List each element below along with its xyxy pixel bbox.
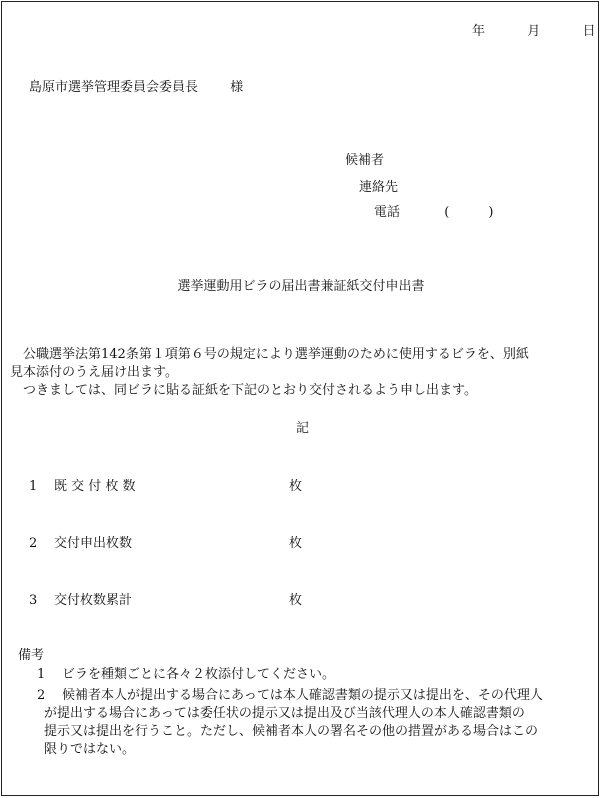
item-1-unit: 枚 <box>289 479 303 494</box>
item-1-label: 既 交 付 枚 数 <box>54 479 136 494</box>
ki-heading: 記 <box>296 421 310 436</box>
date-month: 月 <box>527 24 541 39</box>
phone-label: 電話 <box>374 205 401 220</box>
item-2-label: 交付申出枚数 <box>54 536 133 551</box>
note-2-line-3: 提示又は提出を行うこと。ただし、候補者本人の署名その他の措置がある場合はこの <box>44 724 539 739</box>
note-2-line-4: 限りではない。 <box>44 742 136 757</box>
note-2-line-1: 候補者本人が提出する場合にあっては本人確認書類の提示又は提出を、その代理人 <box>62 688 543 703</box>
date-year: 年 <box>472 24 486 39</box>
date-day: 日 <box>582 24 596 39</box>
date-line <box>472 24 596 40</box>
notes-heading: 備考 <box>18 648 45 663</box>
note-1-text: ビラを種類ごとに各々２枚添付してください。 <box>62 667 336 682</box>
form-page <box>1 1 599 796</box>
item-3-num: 3 <box>29 593 38 608</box>
note-2-line-2: が提出する場合にあっては委任状の提示又は提出及び当該代理人の本人確認書類の <box>44 706 525 721</box>
note-1-num: 1 <box>37 667 46 682</box>
body-line-3: つきましては、同ビラに貼る証紙を下記のとおり交付されるよう申し出ます。 <box>23 383 477 398</box>
item-2-unit: 枚 <box>289 536 303 551</box>
phone-line <box>374 205 493 221</box>
note-2-text <box>44 687 596 759</box>
item-1-num: 1 <box>29 479 38 494</box>
item-3-unit: 枚 <box>289 593 303 608</box>
addressee <box>29 80 243 96</box>
contact-label: 連絡先 <box>359 180 399 195</box>
phone-paren: ( ) <box>444 205 494 220</box>
body-line-1: 公職選挙法第142条第１項第６号の規定により選挙運動のために使用するビラを、別紙 <box>23 347 529 362</box>
body-line-2: 見本添付のうえ届け出ます。 <box>10 365 178 380</box>
item-2-num: 2 <box>29 536 38 551</box>
item-3-label: 交付枚数累計 <box>54 593 133 608</box>
note-2-num: 2 <box>37 688 46 703</box>
addressee-honorific: 様 <box>230 80 244 95</box>
body-text <box>10 346 594 400</box>
candidate-label: 候補者 <box>345 153 385 168</box>
addressee-name: 島原市選挙管理委員会委員長 <box>29 80 199 95</box>
document-title: 選挙運動用ビラの届出書兼証紙交付申出書 <box>177 279 425 294</box>
